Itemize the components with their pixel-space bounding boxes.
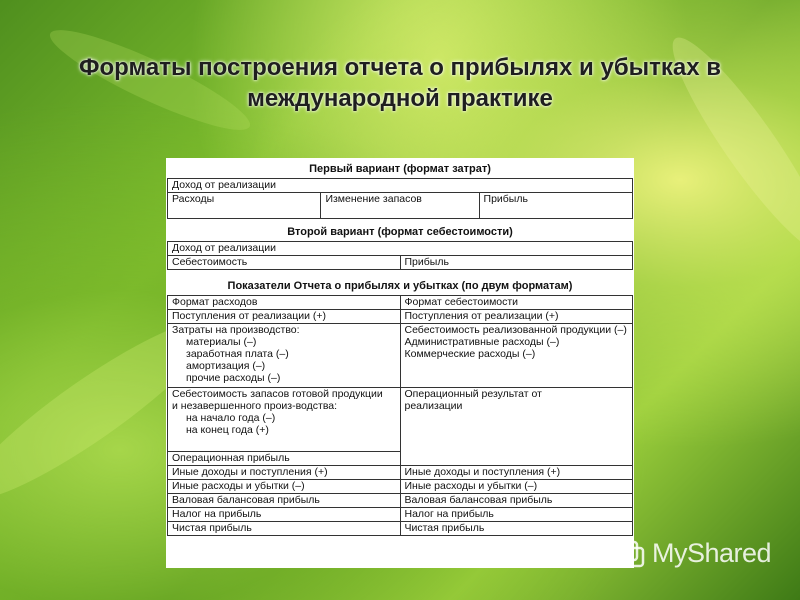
left-other-expenses: Иные расходы и убытки (–) — [168, 480, 401, 494]
indicators-heading: Показатели Отчета о прибылях и убытках (по двум форматам) — [227, 280, 573, 292]
cost-line: Административные расходы (–) — [404, 336, 560, 348]
left-proceeds: Поступления от реализации (+) — [168, 310, 401, 324]
costs-item: материалы (–) — [186, 336, 257, 348]
variant2-heading: Второй вариант (формат себестоимости) — [287, 226, 513, 238]
slide-title: Форматы построения отчета о прибылях и убытках в международной практике — [78, 54, 722, 113]
variant1-expenses: Расходы — [168, 193, 321, 219]
left-production-costs — [168, 324, 401, 388]
costs-item: амортизация (–) — [186, 360, 266, 372]
right-gross-profit: Валовая балансовая прибыль — [400, 494, 633, 508]
left-gross-profit: Валовая балансовая прибыль — [168, 494, 401, 508]
report-document — [166, 158, 634, 568]
variant2-profit: Прибыль — [400, 256, 633, 270]
left-stock-cost — [168, 388, 401, 452]
variant2-cost: Себестоимость — [168, 256, 401, 270]
left-tax: Налог на прибыль — [168, 508, 401, 522]
stock-title: Себестоимость запасов готовой продукции и незавершенного произ-водства: — [172, 388, 383, 412]
costs-item: заработная плата (–) — [186, 348, 289, 360]
variant2-table — [167, 241, 633, 270]
right-other-expenses: Иные расходы и убытки (–) — [400, 480, 633, 494]
left-header: Формат расходов — [168, 296, 401, 310]
costs-title: Затраты на производство: — [172, 324, 300, 336]
left-other-income: Иные доходы и поступления (+) — [168, 466, 401, 480]
variant2-revenue: Доход от реализации — [168, 242, 633, 256]
variant1-stock-change: Изменение запасов — [321, 193, 479, 219]
costs-item: прочие расходы (–) — [186, 372, 281, 384]
variant1-heading: Первый вариант (формат затрат) — [309, 163, 491, 175]
right-net-profit: Чистая прибыль — [400, 522, 633, 536]
right-proceeds: Поступления от реализации (+) — [400, 310, 633, 324]
right-operating-result: Операционный результат от реализации — [400, 388, 633, 466]
cost-line: Коммерческие расходы (–) — [404, 348, 536, 360]
cost-line: Себестоимость реализованной продукции (–) — [404, 324, 627, 336]
watermark-logo-icon — [612, 536, 646, 570]
left-operating-profit: Операционная прибыль — [168, 452, 401, 466]
variant1-profit: Прибыль — [479, 193, 632, 219]
right-cost-lines — [400, 324, 633, 388]
watermark-text: MyShared — [652, 537, 772, 568]
right-tax: Налог на прибыль — [400, 508, 633, 522]
left-net-profit: Чистая прибыль — [168, 522, 401, 536]
variant1-revenue: Доход от реализации — [168, 179, 633, 193]
watermark — [612, 536, 771, 570]
right-header: Формат себестоимости — [400, 296, 633, 310]
variant1-table — [167, 178, 633, 219]
stock-item: на начало года (–) — [186, 412, 276, 424]
right-other-income: Иные доходы и поступления (+) — [400, 466, 633, 480]
stock-item: на конец года (+) — [186, 424, 269, 436]
indicators-table — [167, 295, 633, 536]
